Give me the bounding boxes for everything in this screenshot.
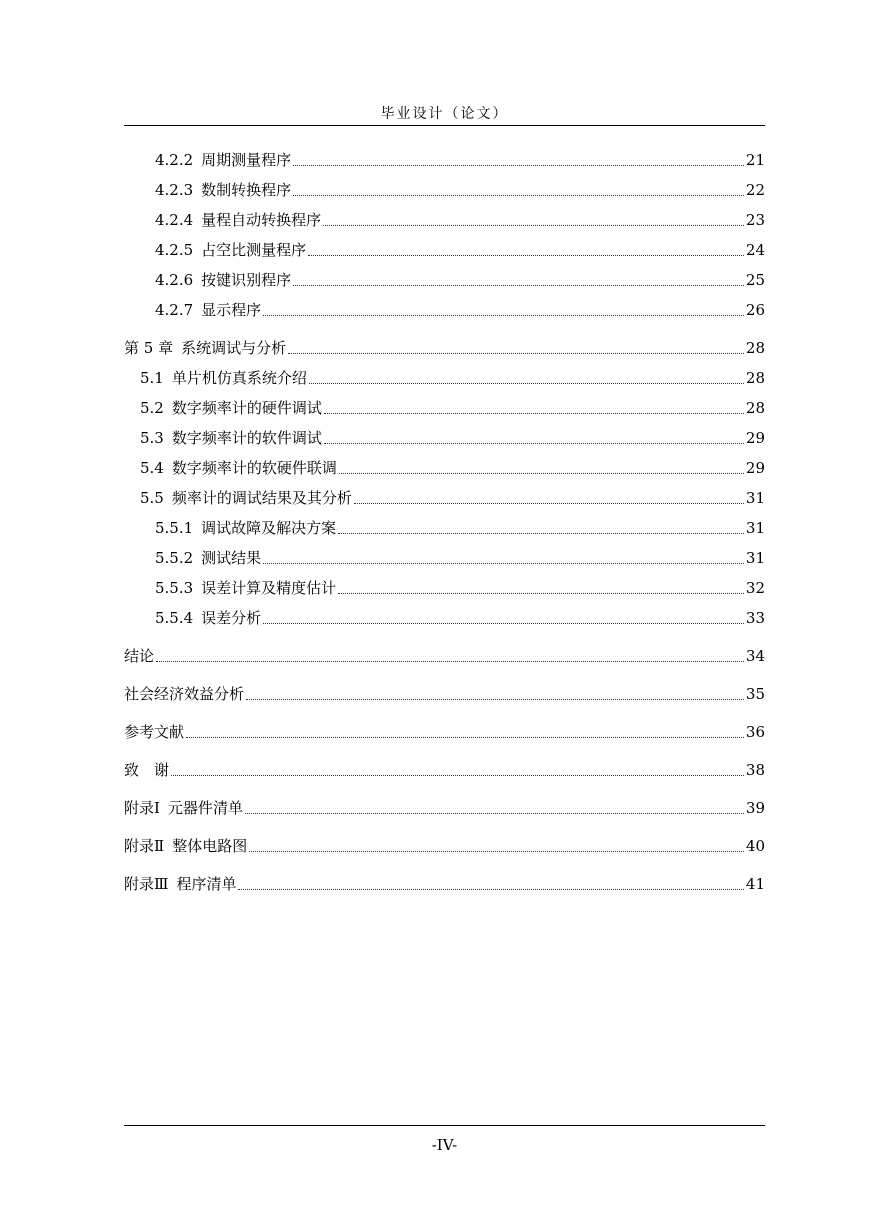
toc-entry-number: 4.2.7 — [155, 301, 194, 319]
toc-entry-title: 参考文献 — [124, 723, 185, 741]
toc-dot-leader — [324, 413, 744, 414]
toc-entry-number: 4.2.5 — [155, 241, 194, 259]
toc-dot-leader — [339, 473, 744, 474]
toc-entry-title: 数字频率计的软件调试 — [171, 429, 322, 447]
toc-dot-leader — [186, 737, 744, 738]
toc-entry-page: 38 — [745, 761, 765, 779]
toc-entry-page: 41 — [745, 875, 765, 893]
toc-entry-title: 误差分析 — [201, 609, 262, 627]
toc-entry[interactable] — [124, 674, 765, 704]
toc-entry-number: 4.2.4 — [155, 211, 194, 229]
toc-entry[interactable] — [124, 358, 765, 388]
toc-entry-title: 整体电路图 — [172, 837, 248, 855]
toc-dot-leader — [263, 623, 744, 624]
toc-entry[interactable] — [124, 788, 765, 818]
toc-entry[interactable] — [124, 140, 765, 170]
toc-dot-leader — [263, 563, 744, 564]
toc-dot-leader — [354, 503, 744, 504]
toc-dot-leader — [245, 813, 744, 814]
toc-entry-page: 31 — [745, 489, 765, 507]
toc-entry[interactable] — [124, 598, 765, 628]
toc-dot-leader — [293, 165, 744, 166]
toc-entry-number: 5.2 — [140, 399, 164, 417]
toc-entry-page: 26 — [745, 301, 765, 319]
toc-entry-page: 29 — [745, 429, 765, 447]
toc-entry-title: 单片机仿真系统介绍 — [171, 369, 307, 387]
toc-entry-title: 程序清单 — [176, 875, 237, 893]
toc-entry-number: 5.5.3 — [155, 579, 194, 597]
toc-entry-page: 31 — [745, 549, 765, 567]
toc-entry-page: 34 — [745, 647, 765, 665]
toc-entry-page: 29 — [745, 459, 765, 477]
toc-entry-title: 数字频率计的软硬件联调 — [171, 459, 337, 477]
toc-entry-page: 28 — [745, 369, 765, 387]
toc-entry[interactable] — [124, 170, 765, 200]
toc-entry-number: 5.5.4 — [155, 609, 194, 627]
toc-entry[interactable] — [124, 418, 765, 448]
footer-rule — [124, 1125, 765, 1126]
toc-entry[interactable] — [124, 712, 765, 742]
toc-entry[interactable] — [124, 538, 765, 568]
toc-entry[interactable] — [124, 508, 765, 538]
toc-entry-number: 5.4 — [140, 459, 164, 477]
toc-entry[interactable] — [124, 200, 765, 230]
toc-entry-page: 24 — [745, 241, 765, 259]
toc-dot-leader — [323, 225, 744, 226]
toc-entry-page: 31 — [745, 519, 765, 537]
toc-entry[interactable] — [124, 568, 765, 598]
toc-entry-title: 调试故障及解决方案 — [201, 519, 337, 537]
toc-dot-leader — [246, 699, 744, 700]
toc-entry[interactable] — [124, 826, 765, 856]
toc-entry[interactable] — [124, 260, 765, 290]
toc-entry-page: 36 — [745, 723, 765, 741]
toc-entry-title: 按键识别程序 — [201, 271, 292, 289]
toc-entry-title: 致 谢 — [124, 761, 170, 779]
toc-entry-page: 40 — [745, 837, 765, 855]
toc-entry-number: 4.2.2 — [155, 151, 194, 169]
toc-entry-number: 5.5.1 — [155, 519, 194, 537]
toc-dot-leader — [156, 661, 744, 662]
toc-entry-page: 28 — [745, 339, 765, 357]
toc-dot-leader — [263, 315, 744, 316]
toc-entry[interactable] — [124, 448, 765, 478]
toc-entry-page: 25 — [745, 271, 765, 289]
toc-entry-title: 周期测量程序 — [201, 151, 292, 169]
toc-entry-title: 结论 — [124, 647, 155, 665]
toc-entry-title: 测试结果 — [201, 549, 262, 567]
toc-entry-page: 33 — [745, 609, 765, 627]
toc-entry[interactable] — [124, 388, 765, 418]
toc-dot-leader — [293, 195, 744, 196]
toc-dot-leader — [338, 533, 744, 534]
toc-entry-number: 4.2.6 — [155, 271, 194, 289]
toc-entry[interactable] — [124, 636, 765, 666]
toc-entry[interactable] — [124, 750, 765, 780]
toc-entry[interactable] — [124, 290, 765, 320]
toc-entry[interactable] — [124, 864, 765, 894]
toc-dot-leader — [338, 593, 744, 594]
toc-entry-number: 附录Ⅱ — [124, 837, 165, 855]
toc-entry[interactable] — [124, 230, 765, 260]
toc-entry-title: 频率计的调试结果及其分析 — [171, 489, 352, 507]
toc-entry-number: 5.1 — [140, 369, 164, 387]
toc-dot-leader — [288, 353, 744, 354]
toc-entry-number: 附录Ⅲ — [124, 875, 169, 893]
toc-entry-title: 占空比测量程序 — [201, 241, 307, 259]
toc-dot-leader — [309, 383, 744, 384]
toc-entry-title: 误差计算及精度估计 — [201, 579, 337, 597]
toc-entry-number: 附录Ⅰ — [124, 799, 160, 817]
toc-dot-leader — [249, 851, 744, 852]
toc-entry-number: 第 5 章 — [124, 339, 174, 357]
toc-entry-page: 35 — [745, 685, 765, 703]
toc-dot-leader — [238, 889, 743, 890]
toc-entry-number: 5.5 — [140, 489, 164, 507]
page-number: -IV- — [431, 1136, 458, 1154]
toc-entry-number: 4.2.3 — [155, 181, 194, 199]
toc-entry-page: 39 — [745, 799, 765, 817]
page-header: 毕业设计（论文） — [380, 106, 509, 122]
toc-entry-page: 22 — [745, 181, 765, 199]
header-rule — [124, 125, 765, 126]
toc-entry-number: 5.3 — [140, 429, 164, 447]
toc-entry-page: 21 — [745, 151, 765, 169]
toc-entry-title: 显示程序 — [201, 301, 262, 319]
toc-entry-page: 32 — [745, 579, 765, 597]
toc-entry-title: 数制转换程序 — [201, 181, 292, 199]
toc-dot-leader — [293, 285, 744, 286]
toc-entry[interactable] — [124, 478, 765, 508]
toc-entry-title: 系统调试与分析 — [181, 339, 287, 357]
toc-entry-title: 量程自动转换程序 — [201, 211, 322, 229]
toc-entry-page: 23 — [745, 211, 765, 229]
toc-entry[interactable] — [124, 328, 765, 358]
toc-entry-title: 数字频率计的硬件调试 — [171, 399, 322, 417]
toc-dot-leader — [324, 443, 744, 444]
toc-entry-title: 元器件清单 — [167, 799, 243, 817]
table-of-contents — [124, 140, 765, 894]
toc-entry-number: 5.5.2 — [155, 549, 194, 567]
toc-dot-leader — [171, 775, 744, 776]
toc-entry-title: 社会经济效益分析 — [124, 685, 245, 703]
toc-entry-page: 28 — [745, 399, 765, 417]
toc-dot-leader — [308, 255, 744, 256]
